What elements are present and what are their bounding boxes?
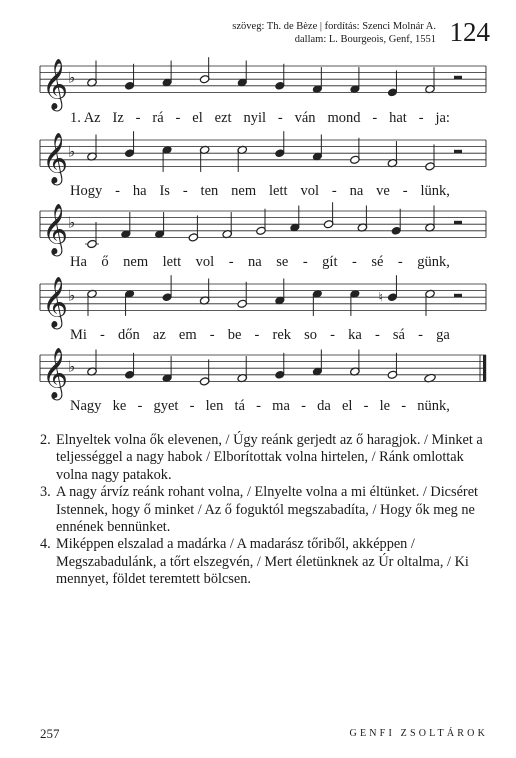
- verse-text: Miképpen elszalad a madárka / A madarász tőriből, akképpen / Megszabadulánk, a tőrt elszegvén, / Mert életünknek az Úr oltalma, / Ki mennyet, földet teremtett bölcsen.: [56, 536, 469, 588]
- verse-text: A nagy árvíz reánk rohant volna, / Elnyelte volna a mi éltünket. / Dicséret Istennek, hogy ő minket / Az ő foguktól megszabadíta, / Hogy ők meg ne ennének bennünket.: [56, 484, 479, 536]
- lyric-syllable: lett: [162, 254, 182, 270]
- lyric-syllable: ma: [272, 398, 290, 414]
- key-signature-flat-icon: ♭: [68, 213, 76, 232]
- treble-clef-icon: 𝄞: [42, 347, 69, 399]
- lyric-line: [70, 327, 450, 343]
- lyric-syllable: -: [209, 327, 215, 343]
- lyric-syllable: Hogy: [70, 183, 103, 199]
- key-signature-flat-icon: ♭: [68, 286, 76, 305]
- verse-item: [40, 536, 492, 588]
- lyric-syllable: ha: [132, 183, 147, 199]
- lyric-syllable: em: [178, 327, 197, 343]
- key-signature-flat-icon: ♭: [68, 142, 76, 161]
- lyric-syllable: na: [248, 254, 262, 270]
- lyric-syllable: -: [397, 254, 403, 270]
- verses-list: [40, 432, 492, 589]
- lyric-syllable: -: [115, 183, 120, 199]
- lyric-syllable: -: [330, 327, 335, 343]
- lyric-syllable: sé: [371, 254, 384, 270]
- lyric-syllable: ezt: [214, 110, 232, 126]
- half-rest: [454, 76, 462, 79]
- lyric-syllable: -: [228, 254, 234, 270]
- lyric-syllable: el: [192, 110, 203, 126]
- lyric-syllable: el: [341, 398, 353, 414]
- lyric-syllable: -: [137, 398, 143, 414]
- lyric-syllable: ga: [436, 327, 450, 343]
- lyric-syllable: -: [331, 183, 337, 199]
- lyric-syllable: Ha: [70, 254, 87, 270]
- lyric-line: [70, 398, 450, 414]
- lyric-syllable: nünk,: [417, 398, 450, 414]
- lyric-syllable: Mi: [70, 327, 87, 343]
- half-rest: [454, 221, 462, 224]
- treble-clef-icon: 𝄞: [42, 203, 69, 255]
- lyric-syllable: -: [418, 110, 424, 126]
- verse-item: [40, 432, 492, 484]
- lyric-syllable: ő: [101, 254, 109, 270]
- lyric-syllable: -: [175, 110, 181, 126]
- final-barline-thick: [483, 355, 486, 381]
- lyric-syllable: rá: [152, 110, 164, 126]
- psalm-number: 124: [449, 17, 490, 47]
- lyric-syllable: -: [277, 110, 283, 126]
- lyric-syllable: len: [205, 398, 224, 414]
- lyric-syllable: Nagy: [70, 398, 102, 414]
- lyric-syllable: nem: [231, 183, 257, 199]
- lyric-syllable: -: [418, 327, 423, 343]
- lyric-syllable: 1. Az: [70, 110, 101, 126]
- lyric-syllable: vol: [300, 183, 319, 199]
- lyric-syllable: günk,: [417, 254, 450, 270]
- lyric-syllable: sá: [392, 327, 405, 343]
- lyric-syllable: na: [349, 183, 364, 199]
- lyric-syllable: -: [182, 183, 188, 199]
- lyric-syllable: -: [189, 398, 195, 414]
- lyric-syllable: ten: [200, 183, 219, 199]
- lyric-syllable: hat: [389, 110, 407, 126]
- lyric-syllable: mond: [327, 110, 361, 126]
- natural-sign-icon: ♮: [378, 290, 384, 306]
- lyric-syllable: gít: [322, 254, 338, 270]
- lyric-syllable: nyil: [243, 110, 266, 126]
- lyric-line: [70, 254, 450, 270]
- lyric-syllable: -: [254, 327, 260, 343]
- verse-number: 3.: [40, 484, 51, 501]
- lyric-line: [70, 110, 450, 126]
- lyric-syllable: le: [379, 398, 391, 414]
- half-rest: [454, 294, 462, 297]
- lyric-syllable: Iz: [112, 110, 124, 126]
- lyric-syllable: nem: [123, 254, 149, 270]
- lyric-syllable: -: [100, 327, 105, 343]
- lyric-syllable: be: [227, 327, 242, 343]
- lyric-syllable: se: [276, 254, 289, 270]
- lyric-syllable: gyet: [153, 398, 179, 414]
- half-rest: [454, 150, 462, 153]
- treble-clef-icon: 𝄞: [42, 132, 69, 184]
- lyric-syllable: Is: [159, 183, 170, 199]
- lyric-syllable: ve: [376, 183, 390, 199]
- lyric-syllable: -: [401, 398, 407, 414]
- lyric-syllable: ka: [348, 327, 362, 343]
- lyric-syllable: -: [351, 254, 357, 270]
- verse-number: 4.: [40, 536, 51, 553]
- lyric-syllable: -: [374, 327, 380, 343]
- lyric-syllable: -: [402, 183, 408, 199]
- lyric-syllable: -: [302, 254, 308, 270]
- lyric-syllable: -: [301, 398, 306, 414]
- verse-item: [40, 484, 492, 536]
- lyric-syllable: lett: [269, 183, 288, 199]
- verse-number: 2.: [40, 432, 51, 448]
- lyric-syllable: -: [135, 110, 141, 126]
- treble-clef-icon: 𝄞: [42, 58, 69, 110]
- lyric-syllable: -: [256, 398, 261, 414]
- lyric-line: [70, 183, 450, 199]
- lyric-syllable: rek: [272, 327, 291, 343]
- lyric-syllable: ke: [112, 398, 127, 414]
- melody-credit: dallam: L. Bourgeois, Genf, 1551: [294, 34, 436, 45]
- lyric-syllable: dőn: [118, 327, 140, 343]
- lyric-syllable: vol: [195, 254, 215, 270]
- key-signature-flat-icon: ♭: [68, 68, 76, 87]
- lyric-syllable: ja:: [435, 110, 450, 126]
- verse-text: Elnyeltek volna ők elevenen, / Úgy reánk gerjedt az ő haragjok. / Minket a teljességgel a nagy habok / Elborítottak volna hirtelen, / Ránk omlottak volna nagy patakok.: [56, 432, 483, 483]
- text-credit: szöveg: Th. de Bèze | fordítás: Szenci Molnár A.: [232, 21, 436, 32]
- treble-clef-icon: 𝄞: [42, 276, 69, 328]
- lyric-syllable: -: [372, 110, 378, 126]
- lyric-syllable: tá: [234, 398, 245, 414]
- book-title: GENFI ZSOLTÁROK: [349, 728, 488, 739]
- lyric-syllable: ván: [294, 110, 316, 126]
- lyric-syllable: -: [363, 398, 369, 414]
- key-signature-flat-icon: ♭: [68, 357, 76, 376]
- lyric-syllable: az: [152, 327, 166, 343]
- page-number: 257: [40, 726, 60, 741]
- lyric-syllable: da: [317, 398, 331, 414]
- lyric-syllable: so: [304, 327, 318, 343]
- lyric-syllable: lünk,: [420, 183, 450, 199]
